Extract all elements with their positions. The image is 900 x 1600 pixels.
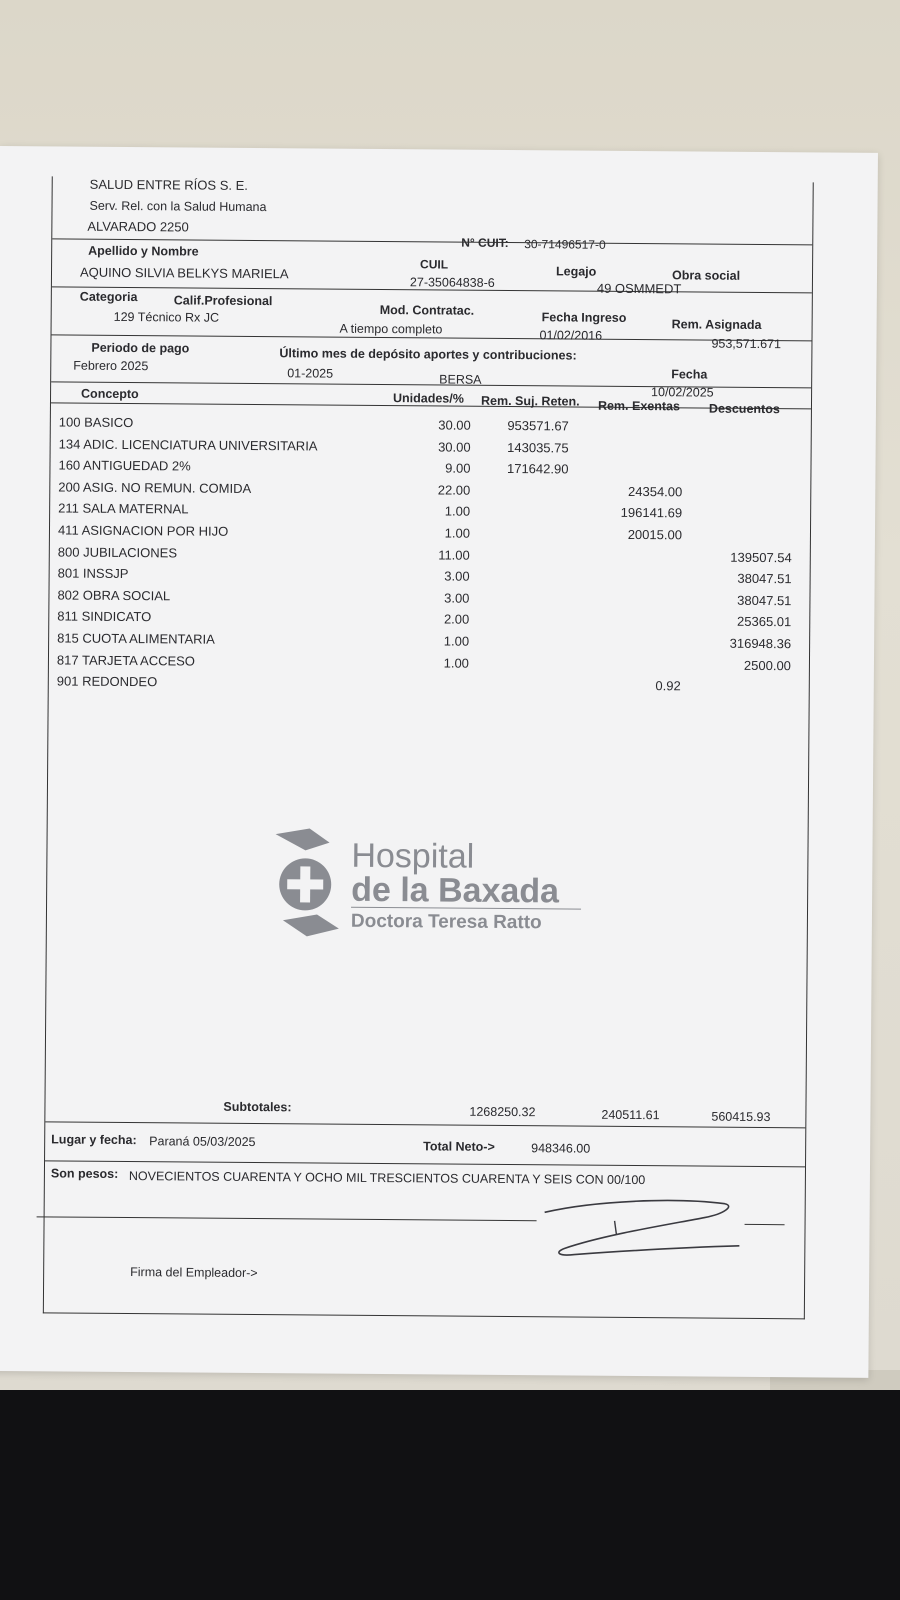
item-concepto: 200 ASIG. NO REMUN. COMIDA [58, 479, 252, 496]
obra-label: Obra social [671, 268, 741, 283]
logo-line3: Doctora Teresa Ratto [350, 910, 542, 934]
item-unidades: 1.00 [444, 503, 471, 520]
calif-label: Calif.Profesional [173, 293, 273, 309]
signature-line [37, 1216, 537, 1221]
lugar-value: Paraná 05/03/2025 [149, 1134, 256, 1150]
mod-label: Mod. Contratac. [379, 302, 475, 318]
item-concepto: 801 INSSJP [57, 565, 129, 582]
lugar-label: Lugar y fecha: [51, 1132, 137, 1148]
cuil-value: 27-35064838-6 [409, 275, 495, 290]
item-descuentos: 316948.36 [729, 635, 792, 652]
subtotales-label: Subtotales: [223, 1099, 292, 1115]
cuit-value: 30-71496517-0 [524, 237, 606, 252]
obra-value: OSMMEDT [614, 280, 682, 297]
item-unidades: 1.00 [443, 655, 470, 671]
ingreso-label: Fecha Ingreso [541, 310, 627, 325]
category-value: 129 Técnico Rx JC [113, 309, 220, 325]
item-concepto: 134 ADIC. LICENCIATURA UNIVERSITARIA [58, 436, 318, 454]
item-concepto: 802 OBRA SOCIAL [57, 587, 171, 604]
item-concepto: 811 SINDICATO [57, 608, 152, 625]
item-rem-exentas: 0.92 [655, 678, 681, 694]
item-rem-exentas: 24354.00 [628, 483, 683, 500]
payslip-box [43, 176, 814, 1319]
table-dark-edge [0, 1390, 900, 1600]
rem-label: Rem. Asignada [671, 317, 762, 332]
employer-dept: Serv. Rel. con la Salud Humana [89, 198, 267, 215]
date-label: Fecha [671, 367, 708, 382]
hospital-cross-icon [269, 828, 346, 939]
item-rem-suj: 171642.90 [506, 461, 569, 477]
item-concepto: 817 TARJETA ACCESO [56, 652, 196, 669]
item-concepto: 100 BASICO [58, 414, 134, 431]
legajo-value: 49 [596, 280, 612, 296]
item-unidades: 1.00 [444, 525, 471, 541]
bank: BERSA [439, 372, 482, 387]
legajo-label: Legajo [555, 264, 597, 279]
col-rem-suj: Rem. Suj. Reten. [480, 393, 580, 409]
col-descuentos: Descuentos [708, 401, 780, 417]
name-label: Apellido y Nombre [88, 243, 199, 259]
item-row [49, 674, 809, 702]
logo-line1: Hospital [351, 836, 475, 876]
item-unidades: 9.00 [445, 460, 471, 476]
signature-scribble [534, 1190, 755, 1272]
date-value: 10/02/2025 [651, 385, 714, 400]
deposit-month: 01-2025 [287, 366, 334, 381]
item-unidades: 2.00 [443, 611, 470, 628]
cuit-label: N° CUIT: [461, 235, 509, 250]
neto-label: Total Neto-> [423, 1139, 495, 1154]
rem-value: 953,571.671 [711, 336, 782, 352]
rule [45, 1160, 805, 1167]
item-unidades: 30.00 [438, 439, 471, 455]
mod-value: A tiempo completo [339, 321, 443, 337]
item-unidades: 3.00 [444, 568, 470, 584]
item-rem-suj: 143035.75 [507, 439, 569, 456]
item-concepto: 800 JUBILACIONES [57, 544, 178, 560]
item-rem-exentas: 196141.69 [620, 505, 683, 521]
pesos-value: NOVECIENTOS CUARENTA Y OCHO MIL TRESCIENTOS CUARENTA Y SEIS CON 00/100 [128, 1169, 646, 1188]
deposit-label: Último mes de depósito aportes y contribuciones: [279, 346, 577, 363]
item-descuentos: 2500.00 [743, 657, 792, 673]
rule [45, 1121, 805, 1128]
period-label: Periodo de pago [91, 340, 190, 356]
item-unidades: 3.00 [444, 590, 470, 606]
logo-line2: de la Baxada [351, 870, 560, 911]
pesos-label: Son pesos: [50, 1166, 119, 1181]
employer-address: ALVARADO 2250 [87, 218, 189, 235]
firma-label: Firma del Empleador-> [130, 1265, 258, 1281]
col-unidades: Unidades/% [392, 391, 464, 406]
subtotal-descuentos: 560415.93 [711, 1109, 771, 1125]
ingreso-value: 01/02/2016 [539, 328, 603, 343]
item-unidades: 1.00 [443, 633, 470, 649]
payslip-sheet [0, 146, 878, 1378]
subtotal-rem-suj: 1268250.32 [469, 1104, 536, 1120]
col-concepto: Concepto [81, 386, 139, 402]
item-concepto: 901 REDONDEO [56, 673, 158, 690]
item-descuentos: 139507.54 [730, 549, 792, 565]
period-value: Febrero 2025 [73, 358, 149, 374]
employer-name: SALUD ENTRE RÍOS S. E. [89, 176, 248, 193]
cuil-label: CUIL [420, 257, 449, 272]
item-rem-exentas: 20015.00 [627, 526, 683, 543]
item-unidades: 22.00 [437, 482, 471, 498]
col-rem-ex: Rem. Exentas [597, 398, 681, 414]
neto-value: 948346.00 [531, 1141, 591, 1156]
item-concepto: 211 SALA MATERNAL [58, 500, 189, 517]
item-unidades: 11.00 [438, 547, 470, 563]
item-unidades: 30.00 [438, 417, 471, 433]
item-descuentos: 38047.51 [737, 592, 792, 609]
item-descuentos: 38047.51 [737, 570, 792, 587]
employee-name: AQUINO SILVIA BELKYS MARIELA [79, 264, 289, 282]
item-concepto: 411 ASIGNACION POR HIJO [57, 522, 229, 539]
item-concepto: 815 CUOTA ALIMENTARIA [57, 630, 215, 647]
item-concepto: 160 ANTIGUEDAD 2% [58, 457, 191, 474]
item-descuentos: 25365.01 [736, 614, 792, 630]
hospital-logo [269, 828, 600, 941]
subtotal-rem-ex: 240511.61 [601, 1107, 660, 1123]
item-rem-suj: 953571.67 [507, 417, 569, 434]
category-label: Categoria [79, 289, 138, 305]
